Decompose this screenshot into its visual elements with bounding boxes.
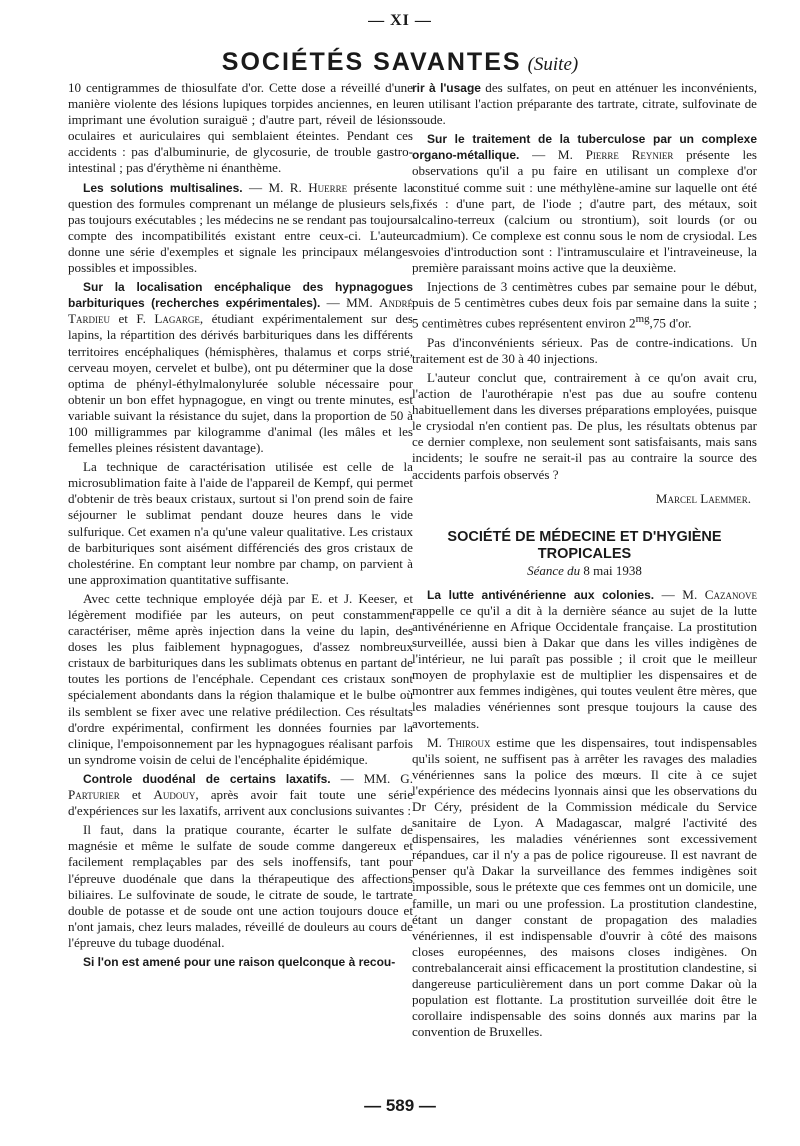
author-name: André Tardieu: [68, 295, 413, 327]
article-heading: Les solutions multisalines.: [83, 180, 243, 195]
left-paragraph-8: Si l'on est amené pour une raison quelconque à recou-: [83, 954, 396, 969]
article-multisalines: Les solutions multisalines. — M. R. Huerre présente la question des formules comprenant un mélange de plusieurs sels, pas toujours exécutables ; les médecins ne se rendant pas toujours compte des incompatibilités existant entre ceux-ci. L'auteur donne une série d'exemples et signale les principaux mélanges possibles et impossibles.: [68, 179, 414, 276]
left-paragraph-5: Avec cette technique employée déjà par E. et J. Keeser, et légèrement modifiée par les auteurs, on peut constamment caractériser, même après injection dans la veine du lapin, des doses les plus faiblement hypnagogues, d'assez nombreux cristaux de barbituriques dans les sublimats obtenus en partant de toutes les portions de l'encéphale. Cependant ces cristaux sont spécialement abondants dans la région thalamique et le bulbe où ils semblent se fixer avec une relative prédilection. Ces résultats d'ordre expérimental, confirment les données fournies par la clinique, l'empoisonnement par les hypnagogues réalisant parfois un syndrome voisin de celui de l'encéphalite épidémique.: [68, 590, 413, 767]
author-name: G. Parturier: [68, 770, 414, 803]
article-tuberculose: Sur le traitement de la tuberculose par un complexe organo-métallique. — M. Pierre Reynier présente les observations qu'il a pu faire en utilisant un complexe d'or constitué comme suit : une méthylène-amine sur laquelle ont été fixés : d'une part, de l'iode ; d'autre part, des métaux, soit alcalino-terreux (calcium ou strontium), soit lourds (or ou cadmium). Ce complexe est connu sous le nom de crysiodal. Les voies d'introduction sont : l'intramusculaire et l'intraveineuse, la première paraissant moins active que la deuxième.: [412, 132, 757, 276]
article-hypnagogues: Sur la localisation encéphalique des hypnagogues barbituriques (recherches expérimentales). — MM. André Tardieu et F. Lagarge, étudiant expérimentalement sur des lapins, la répartition des dérivés barbituriques dans les différents territoires encéphaliques (hémisphères, thalamus et corps strié, cerveau moyen, cervelet et bulbe), ont pu déterminer que la dose optima de phényl-éthylmalonylurée soluble nécessaire pour obtenir un bon effet hypnagogue, en vingt ou trente minutes, est variable suivant la résistance du sujet, dans la proportion de 50 à 100 milligrammes par kilogramme d'animal (les mâles et les femelles pleines résistent davantage).: [68, 280, 414, 456]
left-paragraph-7: Il faut, dans la pratique courante, écarter le sulfate de magnésie et même le sulfate de soude comme dangereux et facilement remplaçables par des sels inoffensifs, tant pour l'épreuve duodénale que dans la thérapeutique des affections biliaires. Le sulfovinate de soude, le citrate de soude, le tartrate double de potasse et de soude ont une action toujours douce et n'ont jamais, chez leurs malades, réveillé de douleurs au cours de l'épreuve du tubage duodénal.: [68, 822, 413, 950]
article-heading: La lutte antivénérienne aux colonies.: [427, 587, 655, 602]
article-laxatifs: Controle duodénal de certains laxatifs. — MM. G. Parturier et Audouy, après avoir fait toute une série d'expériences sur les laxatifs, arrivent aux conclusions suivantes :: [68, 770, 414, 819]
author-name: Audouy: [153, 787, 196, 803]
article-heading: Sur la localisation encéphalique des hypnagogues barbituriques (recherches expérimentales).: [68, 280, 413, 311]
section-title: SOCIÉTÉ DE MÉDECINE ET D'HYGIÈNE TROPICALES: [447, 528, 722, 562]
article-heading: Sur le traitement de la tuberculose par un complexe organo-métallique.: [412, 132, 757, 163]
article-heading: Controle duodénal de certains laxatifs.: [83, 771, 331, 786]
right-paragraph-1: rir à l'usage des sulfates, on peut en atténuer les inconvénients, en utilisant l'action préparante des tartrate, citrate, sulfovinate de soude.: [412, 80, 757, 128]
author-name: F. Lagarge: [136, 311, 200, 327]
author-name: Cazanove: [704, 586, 757, 602]
header-title: SOCIÉTÉS SAVANTES: [221, 48, 522, 76]
left-paragraph-4: La technique de caractérisation utilisée est celle de la microsublimation faite à l'aide de l'appareil de Kempf, qui permet d'obtenir de très beaux cristaux, surtout si l'on prend soin de faire séjourner le sublimat pendant douze heures dans le vide sulfurique. Cet examen n'a qu'une valeur qualitative. Les cristaux de barbituriques sont aisément différenciés des gros cristaux de cholestérine. En comptant leur nombre par champ, on parvient à une approximation quantitative suffisante.: [68, 459, 413, 587]
right-column: [412, 80, 757, 1043]
left-paragraph-1: 10 centigrammes de thiosulfate d'or. Cette dose a réveillé d'une manière violente des lésions lupiques torpides anciennes, en leur imprimant une évolution suraiguë ; d'autre part, réveil de lésions oculaires et auriculaires qui semblaient éteintes. Pendant ces accidents : pas d'albuminurie, de glycosurie, de trouble gastro-intestinal ; pas d'érythème ni énanthème.: [68, 80, 413, 176]
author-name: Pierre Reynier: [585, 147, 674, 163]
left-column: [68, 80, 413, 973]
author-name: M. Thiroux: [427, 734, 491, 750]
page-number: — 589 —: [364, 1096, 436, 1115]
right-paragraph-3: Injections de 3 centimètres cubes par semaine pour le début, puis de 5 centimètres cubes deux fois par semaine dans la suite ; 5 centimètres cubes représentent environ $2^{mg},75$ d'or.: [412, 279, 757, 331]
right-paragraph-5: L'auteur conclut que, contrairement à ce qu'on avait cru, l'action de l'aurothérapie n'est pas due au soufre contenu habituellement dans les diverses préparations employées, puisque le crysiodal n'en contient pas. De plus, les résultats obtenus par ce dernier complexe, non seulement sont satisfaisants, mais sans incidents; le soufre ne serait-il pas au contraire la source des accidents parfois observés ?: [412, 369, 757, 482]
signature: Marcel Laemmer.: [655, 490, 751, 506]
roman-folio: — XI —: [368, 12, 432, 29]
author-name: Huerre: [308, 179, 348, 195]
right-paragraph-4: Pas d'inconvénients sérieux. Pas de contre-indications. Un traitement est de 30 à 40 injections.: [412, 334, 757, 366]
header-title-suffix: (Suite): [527, 54, 579, 75]
right-paragraph-7: M. Thiroux estime que les dispensaires, tout indispensables qu'ils soient, ne suffisent pas à arrêter les ravages des maladies vénériennes sans la police des mœurs. Il cite à ce sujet l'expérience des médecins lyonnais ainsi que les observations du Dr Céry, président de la Commission médicale du Service sanitaire de Lyon. A Madagascar, malgré l'activité des dispensaires, les maladies vénériennes sont excessivement répandues, car il n'y a pas de police rigoureuse. Il est navrant de penser qu'à Dakar la surveillance des femmes indigènes soit impossible, sous le prétexte que ces femmes ont un domicile, une famille, un mari ou une profession. La prostitution clandestine, étant un danger constant de propagation des maladies vénériennes, il est indispensable d'ouvrir à côté des maisons closes européennes, des maisons closes indigènes. On contrebalancerait ainsi efficacement la prostitution clandestine, si dangereuse particulièrement dans un port comme Dakar où la population est flottante. La prostitution surveillée doit être le corollaire indispensable des soins donnés aux marins par la convention de Bruxelles.: [412, 734, 758, 1040]
section-date: Séance du 8 mai 1938: [527, 562, 642, 578]
article-antivenerienne: La lutte antivénérienne aux colonies. — M. Cazanove rappelle ce qu'il a dit à la dernière séance au sujet de la lutte antivénérienne en Afrique Occidentale française. La prostitution surveillée, aussi bien à Dakar que dans les villes indigènes de l'intérieur, ne lui paraît pas possible ; il croit que le meilleur moyen de prophylaxie est de multiplier les dispensaires et de montrer aux femmes indigènes, qui toutes veulent être mères, que les maladies vénériennes sont presque toujours la cause des avortements.: [412, 586, 757, 731]
